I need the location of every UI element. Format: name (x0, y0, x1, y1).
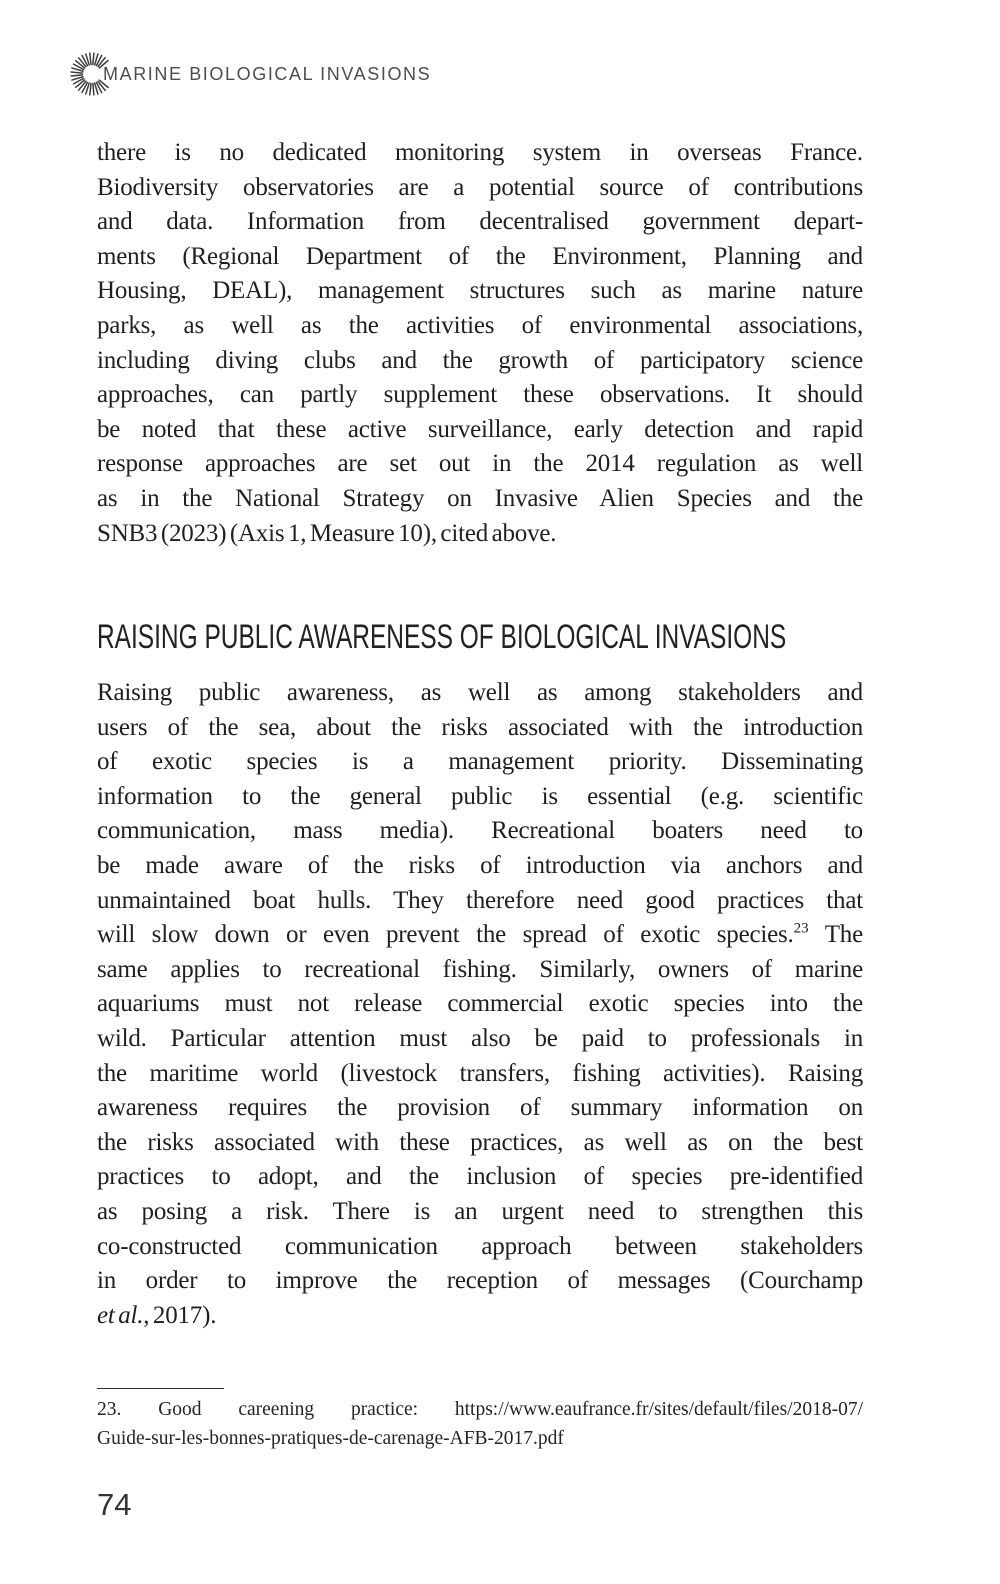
text-segment: as in the National Strategy on Invasive Alien Species and the (97, 484, 863, 512)
text-segment: information to the general public is essential (e.g. scientific (97, 782, 863, 810)
text-line (97, 1230, 863, 1265)
text-segment: be made aware of the risks of introduction via anchors and (97, 851, 863, 879)
text-segment: response approaches are set out in the 2014 regulation as well (97, 450, 863, 478)
text-segment: ments (Regional Department of the Environment, Planning and (97, 242, 863, 270)
text-line (97, 274, 863, 309)
text-line (97, 780, 863, 815)
paragraph-1 (97, 136, 863, 551)
text-line (97, 745, 863, 780)
text-line (97, 413, 863, 448)
text-line (97, 344, 863, 379)
text-segment: users of the sea, about the risks associated with the introduction (97, 713, 863, 741)
text-line (97, 987, 863, 1022)
text-line (97, 240, 863, 275)
footnote-ref[interactable]: 23 (793, 920, 809, 937)
text-line (97, 378, 863, 413)
text-line (97, 814, 863, 849)
text-line (97, 1299, 863, 1334)
text-line (97, 918, 863, 953)
text-line (97, 1425, 863, 1454)
text-segment: the risks associated with these practices, as well as on the best (97, 1128, 863, 1156)
text-segment: will slow down or even prevent the spread of exotic species. (97, 921, 794, 949)
brand-text: MARINE BIOLOGICAL INVASIONS (103, 64, 432, 84)
text-line (97, 953, 863, 988)
section-heading-text: RAISING PUBLIC AWARENESS OF BIOLOGICAL INVASIONS (97, 618, 787, 656)
text-segment: SNB3 (2023) (Axis 1, Measure 10), cited above. (97, 519, 557, 547)
text-segment: approaches, can partly supplement these observations. It should (97, 381, 863, 409)
footnote (97, 1396, 863, 1453)
footnote-divider (97, 1388, 224, 1389)
text-segment: unmaintained boat hulls. They therefore need good practices that (97, 886, 863, 914)
text-line (97, 1091, 863, 1126)
text-segment: the maritime world (livestock transfers, fishing activities). Raising (97, 1059, 863, 1087)
text-segment: of exotic species is a management priority. Disseminating (97, 748, 863, 776)
text-segment: Raising public awareness, as well as among stakeholders and (97, 679, 863, 706)
text-segment: communication, mass media). Recreational boaters need to (97, 817, 863, 845)
text-line (97, 1396, 863, 1425)
text-segment: be noted that these active surveillance, early detection and rapid (97, 415, 863, 443)
text-segment: 23. Good careening practice: https://www.eaufrance.fr/sites/default/files/2018-07/ (97, 1399, 863, 1420)
text-segment: The (808, 921, 864, 949)
text-segment: practices to adopt, and the inclusion of species pre-identified (97, 1163, 863, 1191)
text-line (97, 1264, 863, 1299)
text-segment: including diving clubs and the growth of participatory science (97, 346, 863, 374)
text-line (97, 1022, 863, 1057)
italic-text: et al. (97, 1301, 144, 1329)
text-line (97, 849, 863, 884)
text-line (97, 676, 863, 711)
text-segment: and data. Information from decentralised government depart- (97, 208, 863, 236)
text-segment: Housing, DEAL), management structures such as marine nature (97, 277, 863, 305)
text-line (97, 1195, 863, 1230)
text-line (97, 447, 863, 482)
text-line (97, 884, 863, 919)
section-heading (97, 617, 863, 657)
text-line (97, 1057, 863, 1092)
page-number: 74 (97, 1487, 132, 1522)
text-segment: co-constructed communication approach between stakeholders (97, 1232, 863, 1260)
text-line (97, 1160, 863, 1195)
text-segment: , 2017). (143, 1301, 217, 1329)
text-segment: as posing a risk. There is an urgent need to strengthen this (97, 1197, 863, 1225)
page-header (0, 0, 1000, 110)
text-segment: same applies to recreational fishing. Similarly, owners of marine (97, 955, 863, 983)
text-line (97, 205, 863, 240)
text-segment: Guide-sur-les-bonnes-pratiques-de-carenage-AFB-2017.pdf (97, 1427, 564, 1449)
text-line (97, 517, 863, 552)
text-segment: aquariums must not release commercial exotic species into the (97, 990, 863, 1018)
text-line (97, 711, 863, 746)
text-line (97, 1126, 863, 1161)
text-line (97, 309, 863, 344)
text-segment: Biodiversity observatories are a potential source of contributions (97, 173, 863, 201)
text-segment: awareness requires the provision of summary information on (97, 1094, 863, 1122)
text-segment: in order to improve the reception of messages (Courchamp (97, 1267, 863, 1295)
text-segment: wild. Particular attention must also be paid to professionals in (97, 1024, 863, 1052)
paragraph-2 (97, 676, 863, 1333)
text-line (97, 482, 863, 517)
text-line (97, 171, 863, 206)
text-line (97, 136, 863, 171)
text-segment: there is no dedicated monitoring system in overseas France. (97, 139, 863, 166)
text-segment: parks, as well as the activities of environmental associations, (97, 311, 863, 339)
